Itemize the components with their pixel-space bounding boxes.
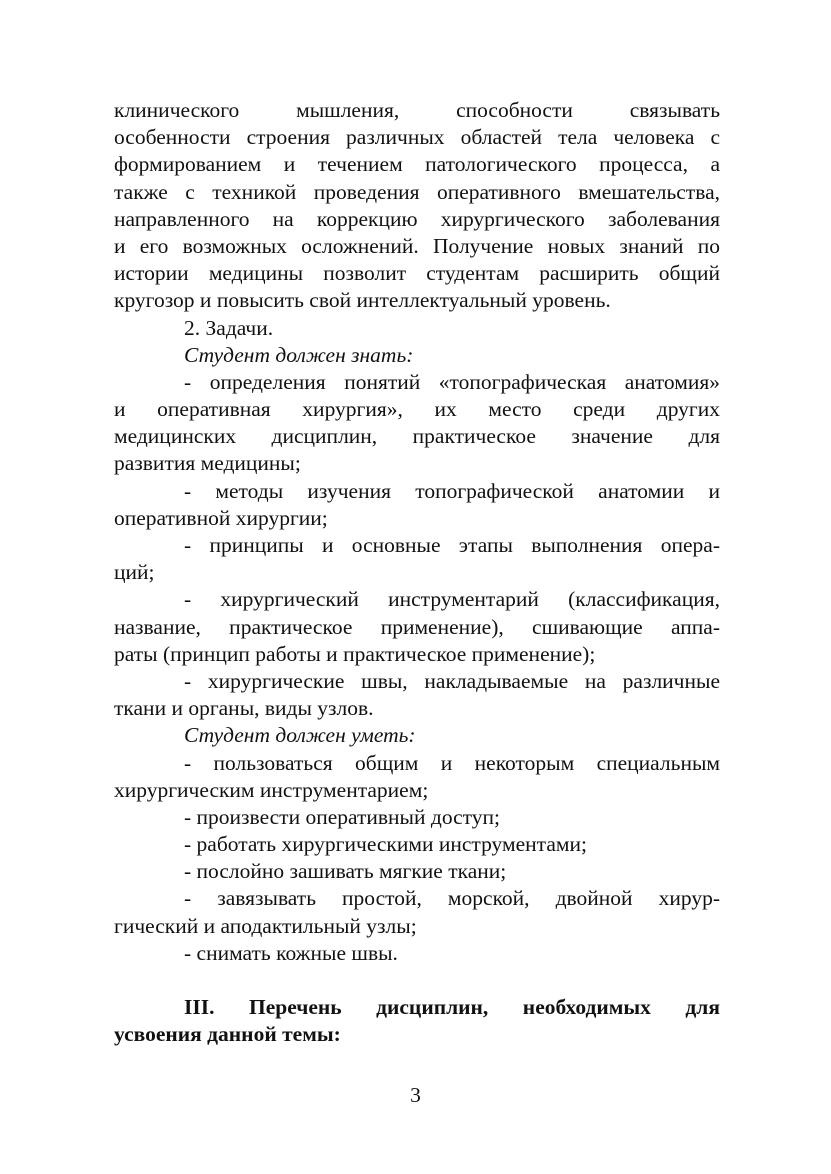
intro-paragraph bbox=[114, 97, 720, 315]
text-line: - принципы и основные этапы выполнения опера- bbox=[184, 533, 720, 557]
know-item-instruments bbox=[114, 586, 720, 668]
text-line: кругозор и повысить свой интеллектуальный уровень. bbox=[114, 288, 611, 313]
text-line: также с техникой проведения оперативного вмешательства, bbox=[114, 179, 720, 204]
know-heading: Студент должен знать: bbox=[184, 342, 414, 367]
page-content bbox=[114, 97, 720, 1048]
text-line: направленного на коррекцию хирургического заболевания bbox=[114, 206, 720, 231]
text-line: истории медицины позволит студентам расширить общий bbox=[114, 261, 720, 286]
know-item-definitions bbox=[114, 369, 720, 478]
text-line: и его возможных осложнений. Получение новых знаний по bbox=[114, 233, 720, 258]
text-line: ций; bbox=[114, 560, 155, 585]
skill-item-knots bbox=[114, 885, 720, 939]
text-line: развития медицины; bbox=[114, 451, 301, 476]
text-line: - пользоваться общим и некоторым специальным bbox=[184, 750, 720, 775]
text-line: - хирургический инструментарий (классификация, bbox=[184, 587, 720, 612]
text-line: и оперативная хирургия», их место среди других bbox=[114, 397, 720, 422]
tasks-heading: 2. Задачи. bbox=[184, 315, 274, 340]
text-line: оперативной хирургии; bbox=[114, 505, 328, 530]
know-item-sutures bbox=[114, 668, 720, 722]
text-line: медицинских дисциплин, практическое значение для bbox=[114, 424, 720, 449]
text-line: усвоения данной темы: bbox=[114, 1022, 341, 1047]
text-line: гический и аподактильный узлы; bbox=[114, 913, 417, 938]
text-line: раты (принцип работы и практическое применение); bbox=[114, 641, 596, 666]
text-line: - завязывать простой, морской, двойной хирур- bbox=[184, 886, 720, 911]
text-line: III. Перечень дисциплин, необходимых для bbox=[184, 995, 720, 1019]
skills-heading: Студент должен уметь: bbox=[184, 723, 416, 748]
know-item-principles bbox=[114, 532, 720, 586]
skill-item-instruments bbox=[114, 750, 720, 804]
skill-item-suture: - послойно зашивать мягкие ткани; bbox=[184, 859, 507, 884]
text-line: формированием и течением патологического процесса, а bbox=[114, 152, 720, 177]
text-line: ткани и органы, виды узлов. bbox=[114, 696, 374, 721]
page-number: 3 bbox=[410, 1083, 421, 1107]
know-item-methods bbox=[114, 478, 720, 532]
text-line: название, практическое применение), сшивающие аппа- bbox=[114, 614, 720, 639]
section-3-heading bbox=[114, 994, 720, 1048]
skill-item-work: - работать хирургическими инструментами; bbox=[184, 832, 587, 857]
text-line: - хирургические швы, накладываемые на различные bbox=[184, 668, 720, 693]
text-line: хирургическим инструментарием; bbox=[114, 777, 429, 802]
text-line: - методы изучения топографической анатомии и bbox=[184, 478, 720, 503]
skill-item-remove: - снимать кожные швы. bbox=[184, 940, 398, 965]
text-line: особенности строения различных областей тела человека с bbox=[114, 125, 720, 150]
skill-item-access: - произвести оперативный доступ; bbox=[184, 804, 500, 829]
text-line: - определения понятий «топографическая анатомия» bbox=[184, 369, 720, 394]
text-line: клинического мышления, способности связывать bbox=[114, 98, 720, 122]
section-spacer bbox=[114, 967, 720, 994]
